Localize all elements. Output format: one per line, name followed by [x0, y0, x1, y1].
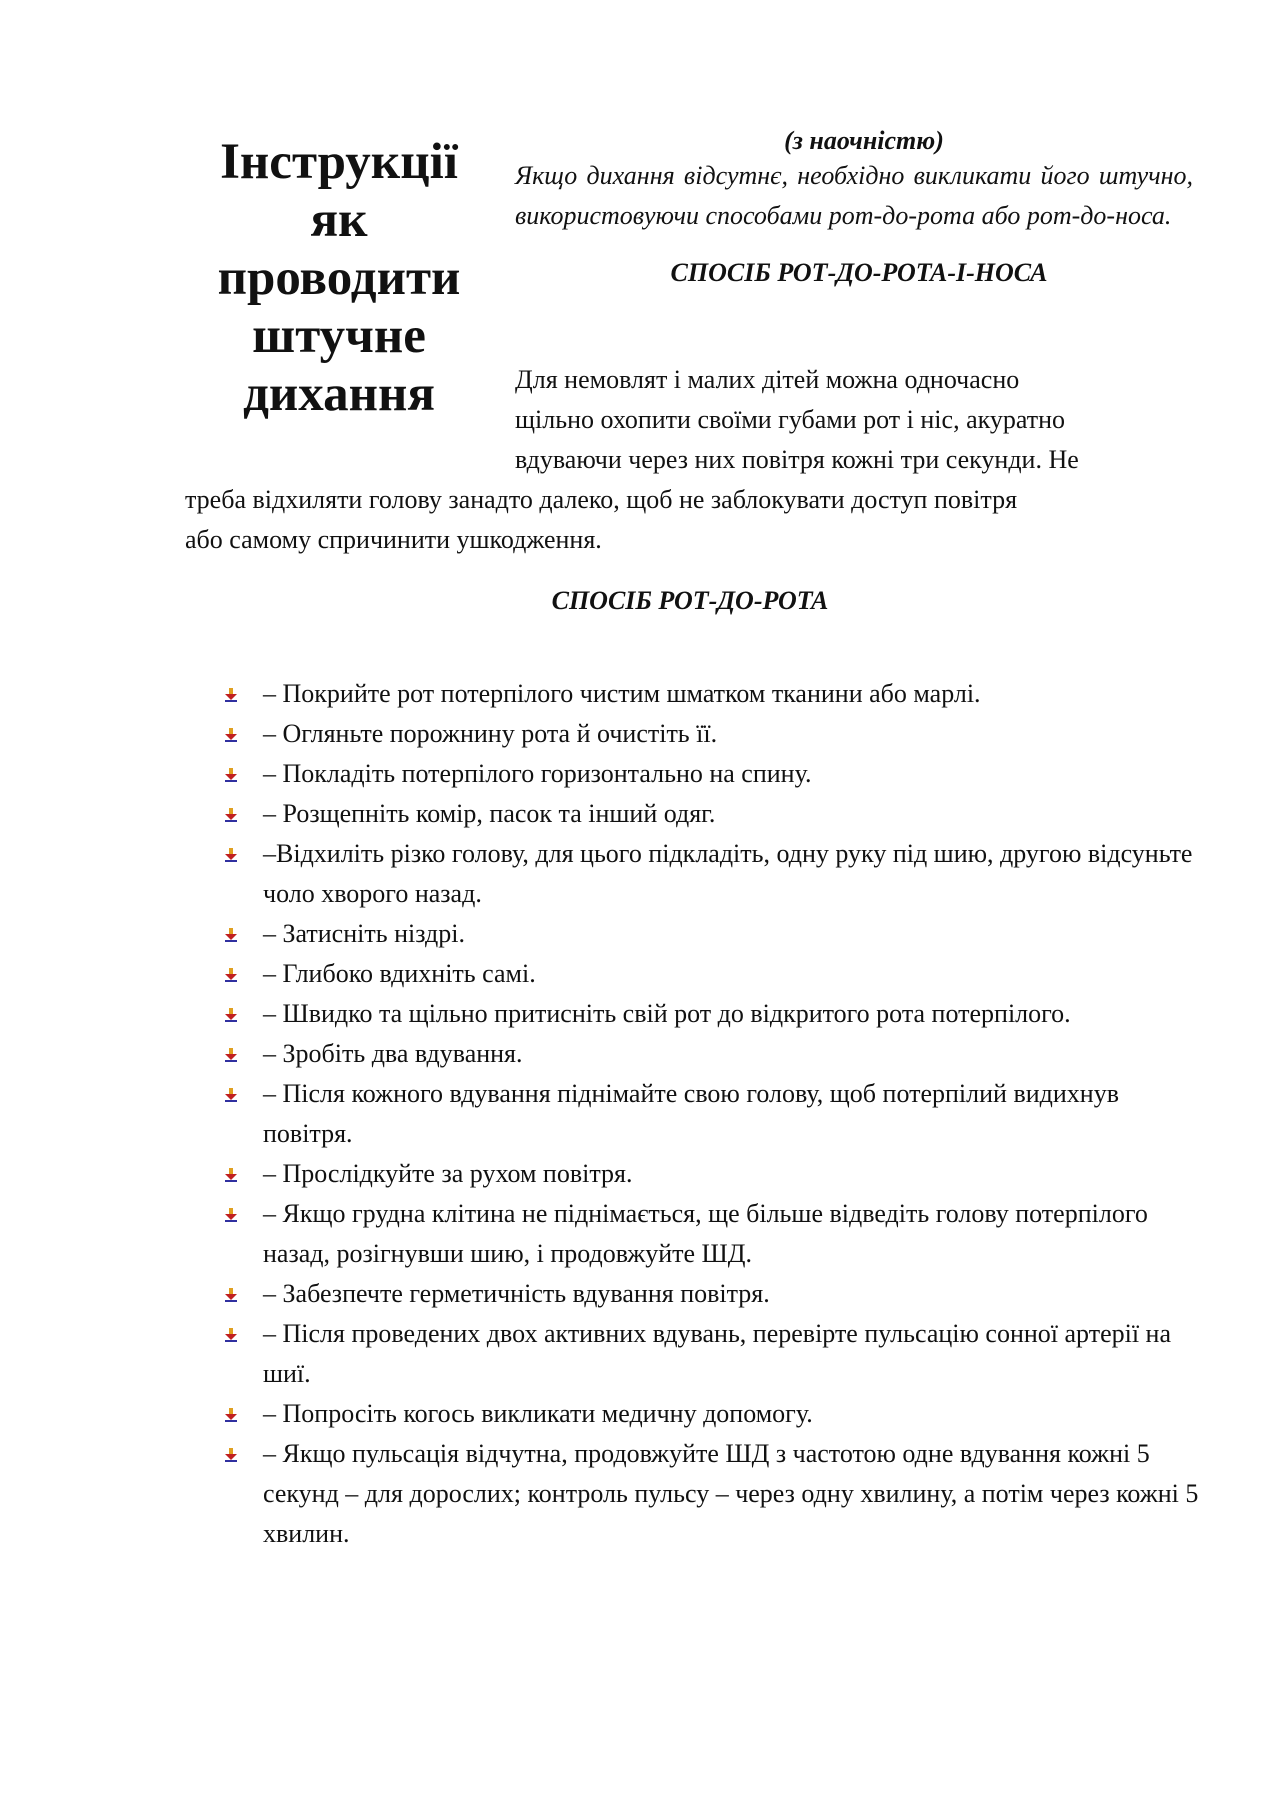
paragraph-line: Для немовлят і малих дітей можна одночасно [515, 365, 1020, 394]
arrow-down-bullet-icon [224, 728, 238, 742]
steps-list [218, 674, 1208, 1554]
paragraph-line: вдуваючи через них повітря кожні три секунди. Не [515, 445, 1079, 474]
step-text: – Якщо грудна клітина не піднімається, ще більше відведіть голову потерпілого назад, розігнувши шию, і продовжуйте ШД. [263, 1199, 1148, 1268]
section1-paragraph-continued [185, 480, 1195, 560]
step-item [218, 834, 1208, 914]
step-item [218, 994, 1208, 1034]
arrow-down-bullet-icon [224, 1208, 238, 1222]
arrow-down-bullet-icon [224, 1288, 238, 1302]
title-line: дихання [243, 366, 435, 422]
step-text: – Швидко та щільно притисніть свій рот до відкритого рота потерпілого. [263, 999, 1071, 1028]
step-item [218, 914, 1208, 954]
step-item [218, 754, 1208, 794]
step-text: – Зробіть два вдування. [263, 1039, 523, 1068]
arrow-down-bullet-icon [224, 848, 238, 862]
step-item [218, 714, 1208, 754]
step-item [218, 1434, 1208, 1554]
step-text: – Прослідкуйте за рухом повітря. [263, 1159, 633, 1188]
paragraph-line: або самому спричинити ушкодження. [185, 525, 602, 554]
step-item [218, 1314, 1208, 1394]
title-line: як [310, 192, 368, 248]
arrow-down-bullet-icon [224, 1328, 238, 1342]
arrow-down-bullet-icon [224, 1168, 238, 1182]
document-title [200, 133, 478, 423]
step-text: – Забезпечте герметичність вдування повітря. [263, 1279, 770, 1308]
step-text: – Після проведених двох активних вдувань, перевірте пульсацію сонної артерії на шиї. [263, 1319, 1172, 1388]
step-text: – Глибоко вдихніть самі. [263, 959, 536, 988]
title-line: проводити [217, 250, 461, 306]
step-item [218, 1074, 1208, 1154]
arrow-down-bullet-icon [224, 768, 238, 782]
subtitle: (з наочністю) [784, 126, 944, 155]
arrow-down-bullet-icon [224, 1008, 238, 1022]
paragraph-line: щільно охопити своїми губами рот і ніс, акуратно [515, 405, 1066, 434]
step-text: – Покладіть потерпілого горизонтально на спину. [263, 759, 812, 788]
step-text: – Огляньте порожнину рота й очистіть її. [263, 719, 718, 748]
step-item [218, 1154, 1208, 1194]
step-text: – Попросіть когось викликати медичну допомогу. [263, 1399, 813, 1428]
step-text: –Відхиліть різко голову, для цього підкладіть, одну руку під шию, другою відсуньте чоло хворого назад. [263, 839, 1193, 908]
paragraph-line: треба відхиляти голову занадто далеко, щоб не заблокувати доступ повітря [185, 485, 1018, 514]
step-item [218, 954, 1208, 994]
arrow-down-bullet-icon [224, 1088, 238, 1102]
arrow-down-bullet-icon [224, 1048, 238, 1062]
step-item [218, 1274, 1208, 1314]
title-line: Інструкції [220, 134, 458, 190]
step-item [218, 1034, 1208, 1074]
section-heading-mouth-to-mouth: СПОСІБ РОТ-ДО-РОТА [551, 586, 829, 615]
section-heading-mouth-and-nose: СПОСІБ РОТ-ДО-РОТА-І-НОСА [670, 258, 1048, 287]
step-item [218, 794, 1208, 834]
arrow-down-bullet-icon [224, 1408, 238, 1422]
arrow-down-bullet-icon [224, 968, 238, 982]
step-text: – Покрийте рот потерпілого чистим шматком тканини або марлі. [263, 679, 981, 708]
arrow-down-bullet-icon [224, 688, 238, 702]
step-item [218, 674, 1208, 714]
step-text: – Якщо пульсація відчутна, продовжуйте ШД з частотою одне вдування кожні 5 секунд – для дорослих; контроль пульсу – через одну хвилину, а потім через кожні 5 хвилин. [263, 1439, 1199, 1548]
step-item [218, 1194, 1208, 1274]
arrow-down-bullet-icon [224, 928, 238, 942]
step-text: – Затисніть ніздрі. [263, 919, 465, 948]
title-line: штучне [252, 308, 426, 364]
intro-paragraph: Якщо дихання відсутнє, необхідно викликати його штучно, використовуючи способами рот-до-рота або рот-до-носа. [515, 161, 1193, 230]
arrow-down-bullet-icon [224, 808, 238, 822]
step-item [218, 1394, 1208, 1434]
step-text: – Після кожного вдування піднімайте свою голову, щоб потерпілий видихнув повітря. [263, 1079, 1119, 1148]
section1-paragraph [515, 360, 1195, 480]
intro-column [515, 126, 1193, 288]
arrow-down-bullet-icon [224, 1448, 238, 1462]
step-text: – Розщепніть комір, пасок та інший одяг. [263, 799, 716, 828]
